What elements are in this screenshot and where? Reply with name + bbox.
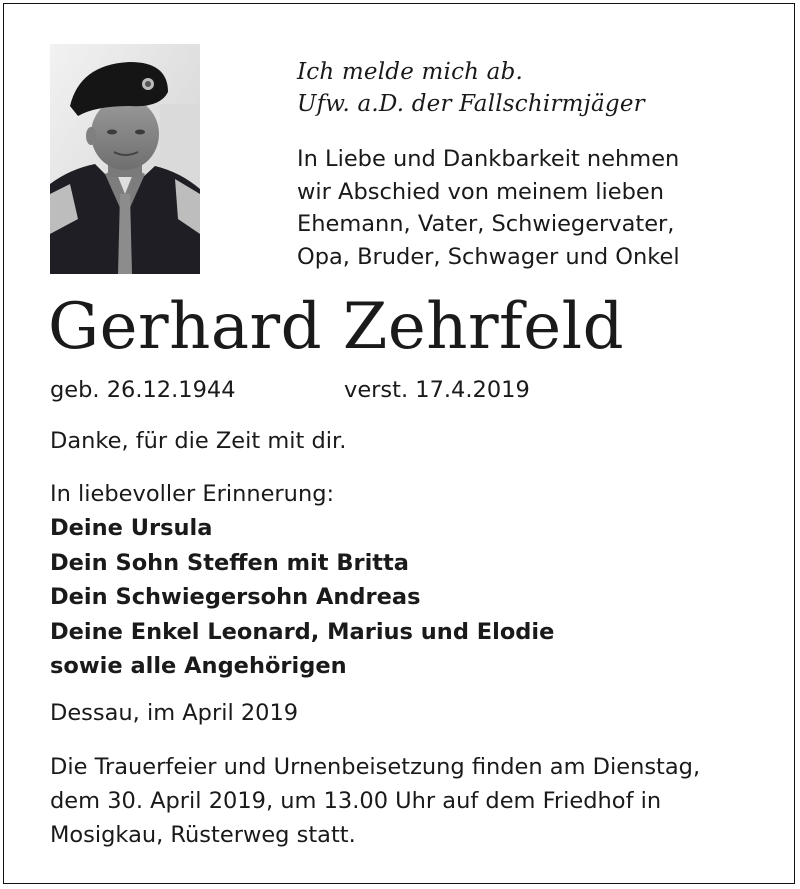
ceremony-line: Die Trauerfeier und Urnenbeisetzung finden am Dienstag, xyxy=(50,754,701,780)
farewell-intro xyxy=(297,143,680,273)
portrait-image xyxy=(50,44,200,274)
mourner-item: Dein Sohn Steffen mit Britta xyxy=(50,549,409,576)
intro-line: In Liebe und Dankbarkeit nehmen xyxy=(297,146,680,172)
place-date: Dessau, im April 2019 xyxy=(50,700,299,726)
ceremony-line: dem 30. April 2019, um 13.00 Uhr auf dem Friedhof in xyxy=(50,788,662,814)
birth-date: geb. 26.12.1944 xyxy=(50,377,236,403)
deceased-name: Gerhard Zehrfeld xyxy=(48,290,625,364)
motto xyxy=(297,56,645,120)
mourner-item: Deine Enkel Leonard, Marius und Elodie xyxy=(50,618,555,645)
mourner-item: Dein Schwiegersohn Andreas xyxy=(50,584,421,610)
thanks-text: Danke, für die Zeit mit dir. xyxy=(50,428,347,454)
obituary-notice xyxy=(3,3,795,884)
intro-line: wir Abschied von meinem lieben xyxy=(297,178,665,205)
motto-line: Ich melde mich ab. xyxy=(297,59,524,85)
portrait-photo xyxy=(50,44,200,274)
ceremony-line: Mosigkau, Rüsterweg statt. xyxy=(50,822,356,848)
ceremony-info xyxy=(50,750,700,852)
intro-line: Opa, Bruder, Schwager und Onkel xyxy=(297,243,680,270)
mourner-item: Deine Ursula xyxy=(50,515,213,541)
memory-label: In liebevoller Erinnerung: xyxy=(50,481,335,507)
intro-line: Ehemann, Vater, Schwiegervater, xyxy=(297,211,675,237)
mourner-item: sowie alle Angehörigen xyxy=(50,653,347,679)
motto-line: Ufw. a.D. der Fallschirmjäger xyxy=(297,91,645,117)
mourners-list xyxy=(50,511,554,684)
death-date: verst. 17.4.2019 xyxy=(344,377,530,403)
life-dates xyxy=(50,374,530,406)
